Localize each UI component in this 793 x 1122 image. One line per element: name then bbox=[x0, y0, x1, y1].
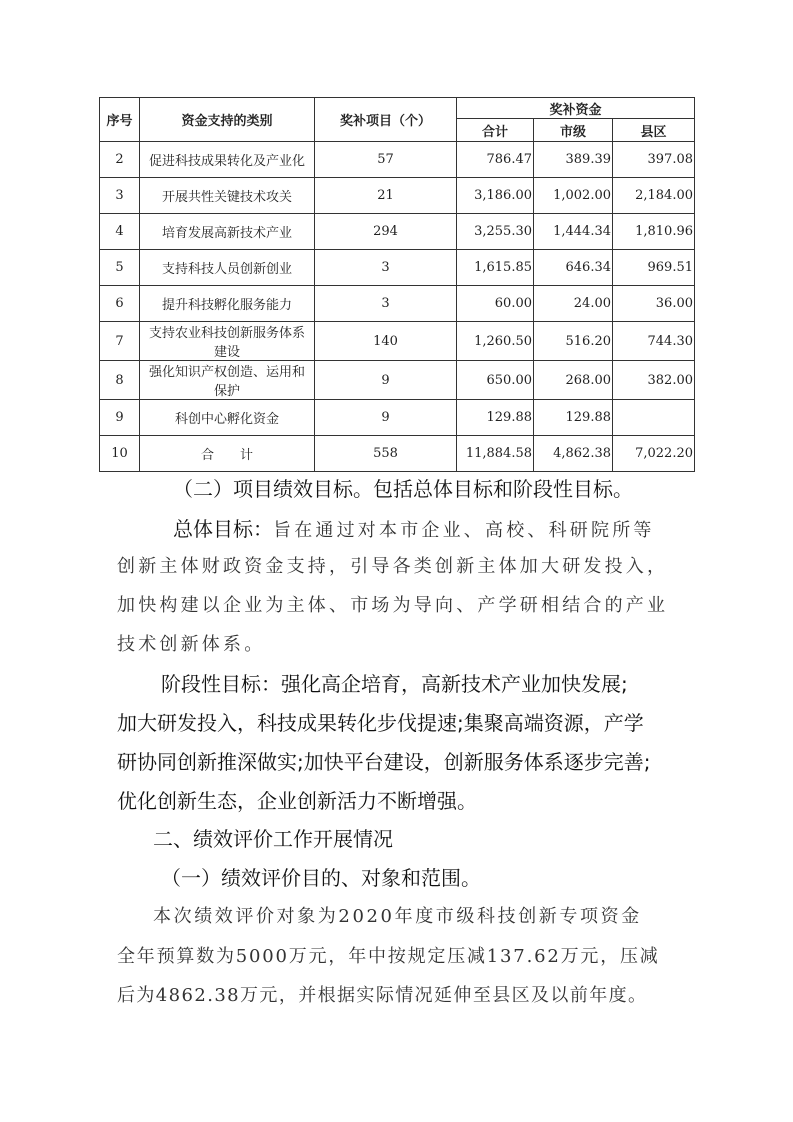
cell-category: 开展共性关键技术攻关 bbox=[140, 178, 315, 214]
cell-projects: 3 bbox=[315, 286, 457, 322]
cell-total: 3,186.00 bbox=[457, 178, 534, 214]
overall-goal-label: 总体目标： bbox=[173, 517, 273, 541]
table-row bbox=[100, 178, 695, 214]
cell-county: 969.51 bbox=[613, 250, 695, 286]
cell-index: 6 bbox=[100, 286, 140, 322]
table-row bbox=[100, 214, 695, 250]
header-category: 资金支持的类别 bbox=[140, 98, 315, 142]
cell-total: 1,260.50 bbox=[457, 322, 534, 361]
header-funds-group: 奖补资金 bbox=[457, 98, 695, 119]
overall-goal-line-3: 加快构建以企业为主体、市场为导向、产学研相结合的产业 bbox=[117, 595, 669, 616]
cell-projects: 140 bbox=[315, 322, 457, 361]
cell-index: 8 bbox=[100, 361, 140, 400]
cell-index: 3 bbox=[100, 178, 140, 214]
cell-county: 397.08 bbox=[613, 142, 695, 178]
cell-city: 389.39 bbox=[534, 142, 613, 178]
cell-city: 1,444.34 bbox=[534, 214, 613, 250]
cell-city: 646.34 bbox=[534, 250, 613, 286]
header-total: 合计 bbox=[457, 119, 534, 142]
cell-county: 1,810.96 bbox=[613, 214, 695, 250]
cell-total: 11,884.58 bbox=[457, 436, 534, 472]
header-county: 县区 bbox=[613, 119, 695, 142]
cell-city: 516.20 bbox=[534, 322, 613, 361]
header-city: 市级 bbox=[534, 119, 613, 142]
table-row bbox=[100, 286, 695, 322]
table-row bbox=[100, 322, 695, 361]
cell-category: 促进科技成果转化及产业化 bbox=[140, 142, 315, 178]
table-header-row bbox=[100, 98, 695, 119]
cell-category: 支持科技人员创新创业 bbox=[140, 250, 315, 286]
table-row bbox=[100, 250, 695, 286]
cell-city: 1,002.00 bbox=[534, 178, 613, 214]
cell-county bbox=[613, 400, 695, 436]
cell-city: 129.88 bbox=[534, 400, 613, 436]
section-heading-performance-goals: （二）项目绩效目标。包括总体目标和阶段性目标。 bbox=[173, 477, 633, 501]
table-row bbox=[100, 400, 695, 436]
cell-total: 60.00 bbox=[457, 286, 534, 322]
cell-county: 744.30 bbox=[613, 322, 695, 361]
cell-total: 3,255.30 bbox=[457, 214, 534, 250]
cell-category: 培育发展高新技术产业 bbox=[140, 214, 315, 250]
cell-index: 7 bbox=[100, 322, 140, 361]
cell-index: 2 bbox=[100, 142, 140, 178]
cell-city: 24.00 bbox=[534, 286, 613, 322]
cell-index: 4 bbox=[100, 214, 140, 250]
stage-goal-line-4: 优化创新生态，企业创新活力不断增强。 bbox=[117, 789, 477, 813]
cell-city: 268.00 bbox=[534, 361, 613, 400]
cell-index: 10 bbox=[100, 436, 140, 472]
header-index: 序号 bbox=[100, 98, 140, 142]
cell-projects: 558 bbox=[315, 436, 457, 472]
evaluation-line-1: 本次绩效评价对象为2020年度市级科技创新专项资金 bbox=[153, 906, 642, 927]
stage-goal-line-2: 加大研发投入，科技成果转化步伐提速;集聚高端资源，产学 bbox=[117, 711, 644, 735]
cell-projects: 57 bbox=[315, 142, 457, 178]
cell-category: 合 计 bbox=[140, 436, 315, 472]
cell-county: 2,184.00 bbox=[613, 178, 695, 214]
cell-total: 650.00 bbox=[457, 361, 534, 400]
section-heading-evaluation: 二、绩效评价工作开展情况 bbox=[153, 827, 393, 851]
cell-city: 4,862.38 bbox=[534, 436, 613, 472]
cell-index: 5 bbox=[100, 250, 140, 286]
header-projects: 奖补项目（个） bbox=[315, 98, 457, 142]
evaluation-line-3: 后为4862.38万元，并根据实际情况延伸至县区及以前年度。 bbox=[117, 985, 648, 1006]
cell-projects: 9 bbox=[315, 400, 457, 436]
cell-category: 提升科技孵化服务能力 bbox=[140, 286, 315, 322]
cell-category: 科创中心孵化资金 bbox=[140, 400, 315, 436]
cell-total: 1,615.85 bbox=[457, 250, 534, 286]
cell-category: 支持农业科技创新服务体系建设 bbox=[140, 322, 315, 361]
cell-total: 786.47 bbox=[457, 142, 534, 178]
cell-projects: 294 bbox=[315, 214, 457, 250]
cell-projects: 21 bbox=[315, 178, 457, 214]
cell-county: 7,022.20 bbox=[613, 436, 695, 472]
overall-goal-line-4: 技术创新体系。 bbox=[117, 634, 266, 655]
stage-goal-line-3: 研协同创新推深做实;加快平台建设，创新服务体系逐步完善; bbox=[117, 750, 651, 774]
table-row bbox=[100, 361, 695, 400]
evaluation-line-2: 全年预算数为5000万元，年中按规定压减137.62万元，压减 bbox=[117, 946, 660, 967]
cell-projects: 9 bbox=[315, 361, 457, 400]
table-row bbox=[100, 436, 695, 472]
funding-table bbox=[99, 97, 695, 472]
table-row bbox=[100, 142, 695, 178]
overall-goal-line-2: 创新主体财政资金支持，引导各类创新主体加大研发投入， bbox=[117, 556, 669, 577]
overall-goal-text: 旨在通过对本市企业、高校、科研院所等 bbox=[273, 520, 655, 541]
cell-index: 9 bbox=[100, 400, 140, 436]
cell-county: 382.00 bbox=[613, 361, 695, 400]
cell-category: 强化知识产权创造、运用和保护 bbox=[140, 361, 315, 400]
overall-goal-line-1 bbox=[173, 513, 655, 542]
subsection-heading-scope: （一）绩效评价目的、对象和范围。 bbox=[161, 866, 481, 890]
stage-goal-line-1: 阶段性目标：强化高企培育，高新技术产业加快发展; bbox=[161, 672, 628, 696]
cell-total: 129.88 bbox=[457, 400, 534, 436]
cell-county: 36.00 bbox=[613, 286, 695, 322]
cell-projects: 3 bbox=[315, 250, 457, 286]
